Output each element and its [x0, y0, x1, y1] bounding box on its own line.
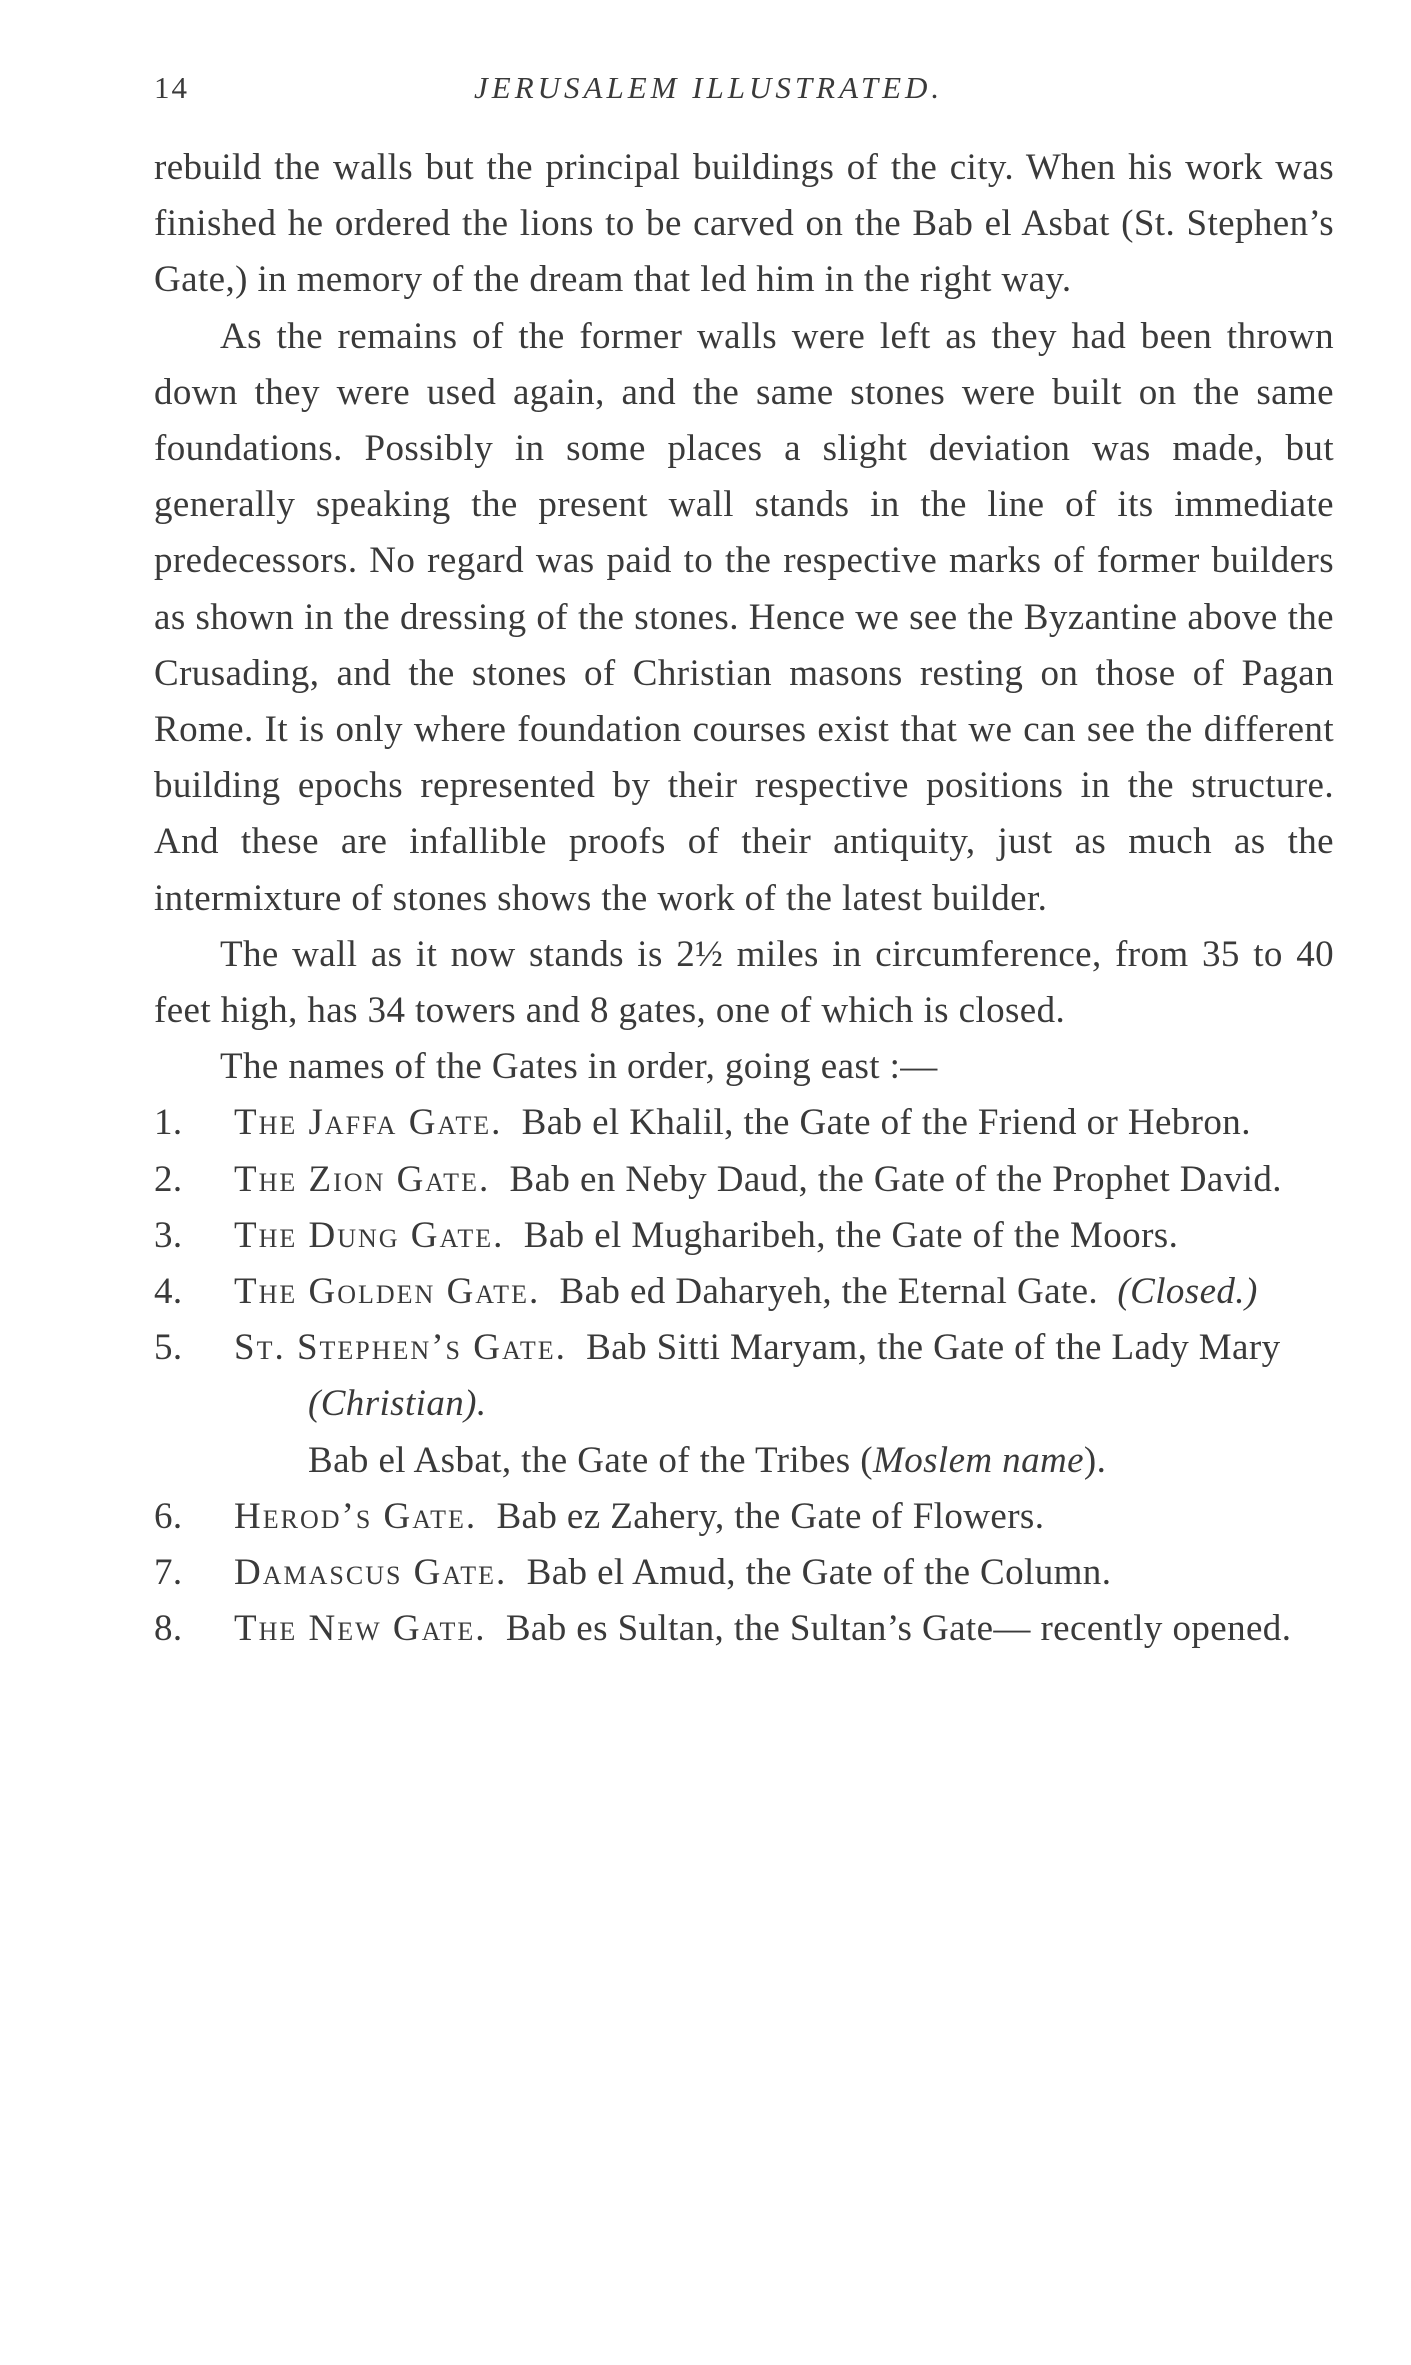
list-item	[154, 1601, 1334, 1657]
page-body	[154, 140, 1334, 1657]
list-item	[154, 1095, 1334, 1151]
gate-name: The Jaffa Gate.	[234, 1102, 503, 1144]
gate-name: Herod’s Gate.	[234, 1495, 478, 1537]
item-number: 7.	[154, 1552, 183, 1594]
gate-name: The Dung Gate.	[234, 1214, 505, 1256]
gate-name: St. Stephen’s Gate.	[234, 1327, 567, 1369]
gate-description: Bab ed Daharyeh, the Eternal Gate.	[559, 1271, 1099, 1313]
paragraph: As the remains of the former walls were left as they had been thrown down they were used again, and the same stones were built on the same foundations. Possibly in some places a slight deviation was made, but generally speaking the present wall stands in the line of its immediate predecessors. No regard was paid to the respective marks of former builders as shown in the dressing of the stones. Hence we see the Byzantine above the Crusading, and the stones of Christian masons resting on those of Pagan Rome. It is only where foundation courses exist that we can see the different building epochs represented by their respective positions in the structure. And these are infallible proofs of their antiquity, just as much as the intermixture of stones shows the work of the latest builder.	[154, 315, 1334, 919]
item-number: 3.	[154, 1214, 183, 1256]
gate-alt-end: ).	[1083, 1439, 1107, 1481]
paragraph: The names of the Gates in order, going east :—	[220, 1046, 938, 1088]
list-item	[154, 1264, 1334, 1320]
gate-description: Bab el Khalil, the Gate of the Friend or Hebron.	[521, 1102, 1251, 1144]
gate-name: Damascus Gate.	[234, 1552, 508, 1594]
gate-description: Bab el Mugharibeh, the Gate of the Moors.	[523, 1214, 1179, 1256]
gate-alt-name	[308, 1433, 1334, 1489]
gate-description: Bab Sitti Maryam, the Gate of the Lady Mary	[586, 1327, 1281, 1369]
page-header	[154, 70, 1334, 120]
item-number: 8.	[154, 1608, 183, 1650]
gate-name: The Golden Gate.	[234, 1271, 541, 1313]
gate-list	[154, 1095, 1334, 1657]
list-item	[154, 1208, 1334, 1264]
item-number: 1.	[154, 1102, 183, 1144]
list-item	[154, 1489, 1334, 1545]
gate-note: (Christian).	[308, 1383, 487, 1425]
item-number: 2.	[154, 1158, 183, 1200]
gate-description: Bab ez Zahery, the Gate of Flowers.	[496, 1495, 1045, 1537]
gate-note: (Closed.)	[1117, 1271, 1258, 1313]
item-number: 5.	[154, 1327, 183, 1369]
gate-alt-text: Bab el Asbat, the Gate of the Tribes (	[308, 1439, 873, 1481]
gate-description: Bab el Amud, the Gate of the Column.	[526, 1552, 1112, 1594]
gate-description: Bab es Sultan, the Sultan’s Gate— recently opened.	[505, 1608, 1292, 1650]
list-item	[154, 1545, 1334, 1601]
item-number: 6.	[154, 1495, 183, 1537]
gate-description: Bab en Neby Daud, the Gate of the Prophet David.	[509, 1158, 1282, 1200]
paragraph: rebuild the walls but the principal buildings of the city. When his work was finished he ordered the lions to be carved on the Bab el Asbat (St. Stephen’s Gate,) in memory of the dream that led him in the right way.	[154, 147, 1334, 301]
gate-name: The Zion Gate.	[234, 1158, 491, 1200]
running-title: JERUSALEM ILLUSTRATED.	[474, 70, 944, 105]
item-number: 4.	[154, 1271, 183, 1313]
gate-name: The New Gate.	[234, 1608, 487, 1650]
list-item	[154, 1320, 1334, 1489]
list-item	[154, 1152, 1334, 1208]
paragraph: The wall as it now stands is 2½ miles in circumference, from 35 to 40 feet high, has 34 towers and 8 gates, one of which is closed.	[154, 933, 1334, 1032]
page-number: 14	[154, 70, 189, 105]
gate-alt-note: Moslem name	[872, 1439, 1084, 1481]
